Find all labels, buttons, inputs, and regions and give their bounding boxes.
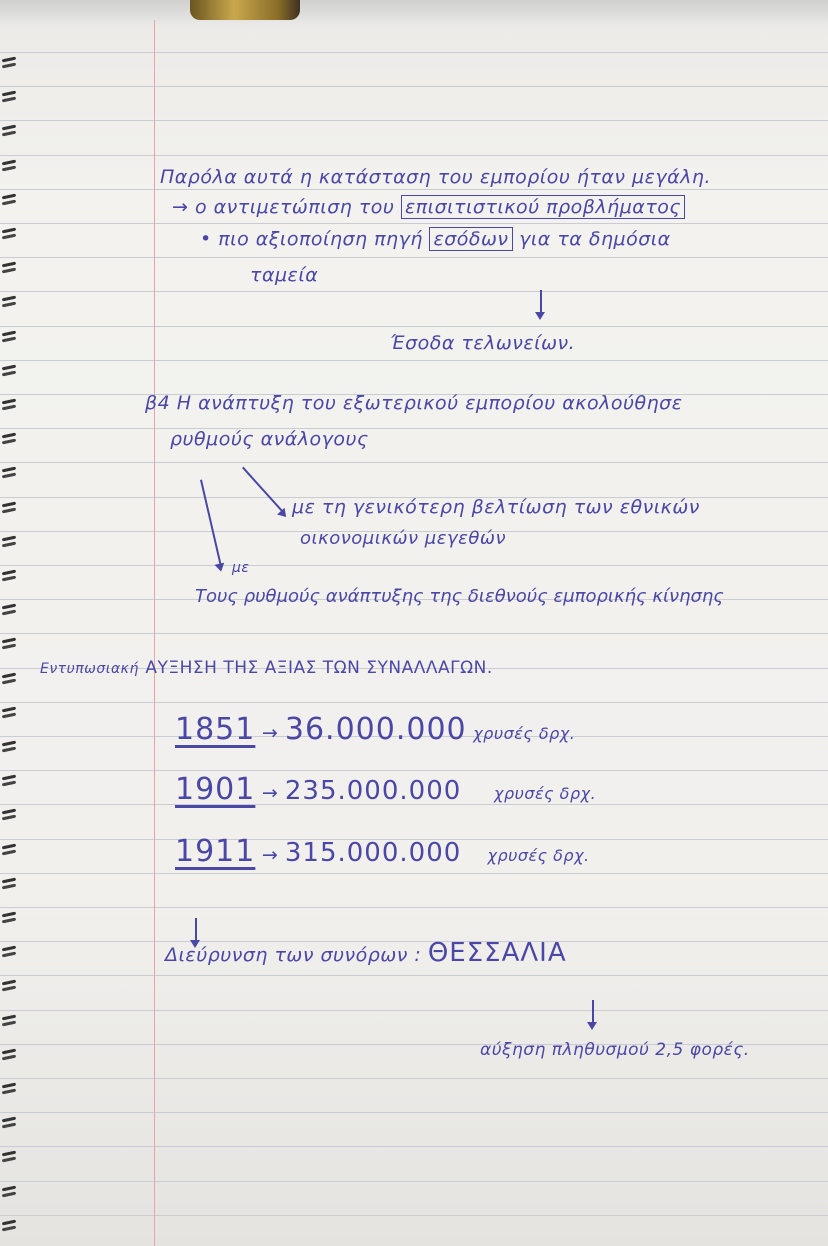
ruled-line [0,565,828,566]
spiral-ring [0,605,20,615]
note-line [172,196,685,218]
trade-row [175,772,596,807]
year: 1911 [175,834,256,869]
region: ΘΕΣΣΑΛΙΑ [427,938,567,968]
value: 36.000.000 [284,712,467,747]
unit: χρυσές δρχ. [494,784,597,803]
spiral-ring [0,297,20,307]
note-line: Παρόλα αυτά η κατάσταση του εμπορίου ήταν μεγάλη. [160,166,711,188]
ruled-line [0,155,828,156]
ruled-line [0,120,828,121]
note-line: β4 Η ανάπτυξη του εξωτερικού εμπορίου ακολούθησε [145,392,683,414]
ruled-line [0,257,828,258]
gold-object [190,0,300,20]
spiral-ring [0,58,20,68]
spiral-ring [0,161,20,171]
heading-caps: ΑΥΞΗΣΗ ΤΗΣ ΑΞΙΑΣ ΤΩΝ ΣΥΝΑΛΛΑΓΩΝ. [145,658,493,678]
spiral-ring [0,981,20,991]
spiral-ring [0,947,20,957]
note-line: με [232,560,250,576]
spiral-ring [0,400,20,410]
ruled-line [0,975,828,976]
arrow-right-icon: → [261,722,279,744]
ruled-line [0,189,828,190]
spiral-ring [0,1152,20,1162]
note-line: ρυθμούς ανάλογους [170,428,369,450]
spiral-ring [0,1118,20,1128]
ruled-line [0,1181,828,1182]
spiral-ring [0,1016,20,1026]
note-line: αύξηση πληθυσμού 2,5 φορές. [480,1040,750,1060]
note-line [165,938,567,968]
ruled-line [0,1078,828,1079]
spiral-ring [0,708,20,718]
arrow-down-icon [200,480,221,566]
note-line: με τη γενικότερη βελτίωση των εθνικών [292,496,700,518]
note-text: • πιο αξιοποίηση πηγή [200,228,423,250]
arrow-right-icon: → [261,782,279,804]
trade-row [175,712,575,747]
ruled-line [0,1112,828,1113]
spiral-ring [0,571,20,581]
ruled-line [0,770,828,771]
spiral-ring [0,537,20,547]
note-text: → ο αντιμετώπιση του [172,196,395,218]
spiral-ring [0,195,20,205]
spiral-ring [0,229,20,239]
ruled-line [0,428,828,429]
spiral-ring [0,126,20,136]
ruled-line [0,326,828,327]
spiral-ring [0,913,20,923]
note-line [200,228,671,250]
table-surface [0,0,828,22]
arrow-right-icon: → [261,844,279,866]
spiral-ring [0,503,20,513]
trade-row [175,834,590,869]
unit: χρυσές δρχ. [487,846,590,865]
spiral-ring [0,468,20,478]
boxed-term: εσόδων [429,227,512,251]
spiral-ring [0,1221,20,1231]
note-line: οικονομικών μεγεθών [300,528,506,549]
spiral-ring [0,366,20,376]
margin-line [154,20,155,1246]
arrow-diagonal-icon [242,467,283,513]
ruled-line [0,873,828,874]
ruled-line [0,52,828,53]
value: 235.000.000 [284,776,462,806]
spiral-ring [0,434,20,444]
boxed-term: επισιτιστικού προβλήματος [401,195,685,219]
ruled-line [0,291,828,292]
ruled-line [0,86,828,87]
note-text: Διεύρυνση των συνόρων : [165,944,422,966]
heading [40,656,493,678]
spiral-ring [0,639,20,649]
arrow-down-icon [592,1000,594,1024]
note-line: ταμεία [250,264,319,286]
ruled-line [0,462,828,463]
ruled-line [0,1010,828,1011]
ruled-line [0,1146,828,1147]
spiral-ring [0,1084,20,1094]
arrow-down-icon [540,290,542,314]
heading-prefix: Εντυπωσιακή [40,661,139,677]
spiral-ring [0,845,20,855]
ruled-line [0,223,828,224]
spiral-ring [0,674,20,684]
ruled-line [0,907,828,908]
spiral-ring [0,1187,20,1197]
ruled-line [0,360,828,361]
spiral-ring [0,263,20,273]
ruled-line [0,1215,828,1216]
spiral-ring [0,879,20,889]
spiral-ring [0,742,20,752]
unit: χρυσές δρχ. [473,724,576,743]
spiral-ring [0,332,20,342]
value: 315.000.000 [284,838,462,868]
year: 1901 [175,772,256,807]
year: 1851 [175,712,256,747]
spiral-ring [0,810,20,820]
ruled-line [0,702,828,703]
ruled-line [0,633,828,634]
note-line: Έσοδα τελωνείων. [390,332,576,354]
spiral-ring [0,92,20,102]
spiral-ring [0,776,20,786]
spiral-ring [0,1050,20,1060]
note-text: για τα δημόσια [519,228,671,250]
note-line: Τους ρυθμούς ανάπτυξης της διεθνούς εμπορικής κίνησης [195,586,724,607]
